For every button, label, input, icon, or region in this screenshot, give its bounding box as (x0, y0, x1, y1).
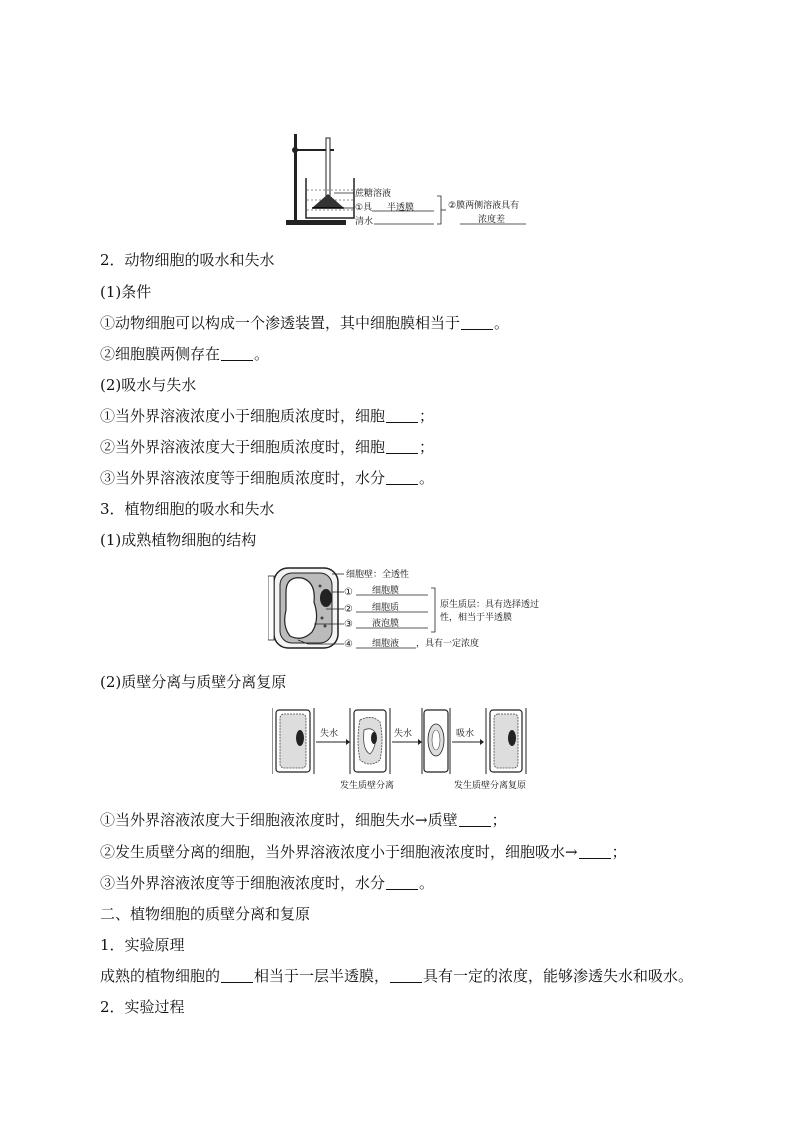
cell-normal (272, 708, 314, 774)
fill-blank[interactable] (386, 408, 418, 423)
caption-deplasmolysis: 发生质壁分离复原 (454, 781, 527, 791)
plasmolysis-sequence-figure (272, 706, 532, 792)
label-concentration-difference-1: ②膜两侧溶液具有 (448, 201, 520, 211)
cell-plasmolysis-early (350, 708, 390, 774)
cell-plasmolysis-full (422, 708, 450, 774)
arrow-label-lose-water-2: 失水 (394, 729, 413, 739)
cell-recovered (486, 708, 526, 774)
heading-plasmolysis-experiment: 二、植物细胞的质壁分离和复原 (100, 905, 311, 923)
fill-blank[interactable] (390, 968, 422, 983)
heading-plant-cell: 3．植物细胞的吸水和失水 (100, 500, 275, 518)
label-sucrose-solution: 蔗糖溶液 (355, 189, 392, 199)
subheading-procedure: 2．实验过程 (100, 998, 185, 1016)
text-line: ③当外界溶液浓度等于细胞质浓度时，水分 。 (100, 469, 435, 487)
label-protoplast-layer-1: 原生质层：具有选择透过 (440, 600, 540, 610)
label-number-4: ④ (344, 639, 353, 650)
text-line: ③当外界溶液浓度等于细胞液浓度时，水分 。 (100, 874, 435, 892)
subheading-principle: 1．实验原理 (100, 936, 185, 954)
plant-cell-structure-figure (268, 562, 568, 654)
label-cell-wall: 细胞壁：全透性 (346, 570, 410, 580)
fill-blank[interactable] (221, 968, 253, 983)
osmosis-apparatus-figure (282, 130, 532, 230)
text-line: ②细胞膜两侧存在 。 (100, 345, 270, 363)
fill-blank[interactable] (386, 439, 418, 454)
heading-animal-cell: 2．动物细胞的吸水和失水 (100, 251, 275, 269)
arrow-label-absorb-water: 吸水 (456, 729, 475, 739)
label-semipermeable: 半透膜 (387, 203, 415, 213)
label-cell-membrane: 细胞膜 (372, 586, 400, 596)
label-have: ①具 (355, 203, 373, 213)
subheading-conditions: (1)条件 (100, 283, 152, 301)
text-line: 成熟的植物细胞的 相当于一层半透膜， 具有一定的浓度，能够渗透失水和吸水。 (100, 967, 694, 985)
label-cell-sap: 细胞液 (372, 639, 400, 649)
arrow-label-lose-water-1: 失水 (320, 729, 339, 739)
text-line: ①当外界溶液浓度小于细胞质浓度时，细胞 ； (100, 407, 435, 425)
label-number-1: ① (344, 587, 353, 598)
text-line: ①当外界溶液浓度大于细胞液浓度时，细胞失水→质壁 ； (100, 811, 507, 829)
text-line: ①动物细胞可以构成一个渗透装置，其中细胞膜相当于 。 (100, 314, 510, 332)
label-vacuole-membrane: 液泡膜 (372, 619, 400, 629)
fill-blank[interactable] (386, 470, 418, 485)
fill-blank[interactable] (221, 346, 253, 361)
caption-plasmolysis: 发生质壁分离 (340, 781, 395, 791)
label-concentration-difference-2: 浓度差 (478, 215, 506, 225)
label-clear-water: 清水 (355, 217, 374, 227)
label-cell-sap-note: ，具有一定浓度 (416, 639, 480, 649)
fill-blank[interactable] (386, 875, 418, 890)
label-protoplast-layer-2: 性，相当于半透膜 (440, 613, 513, 623)
fill-blank[interactable] (461, 315, 493, 330)
label-number-3: ③ (344, 619, 353, 630)
subheading-plasmolysis: (2)质壁分离与质壁分离复原 (100, 673, 287, 691)
fill-blank[interactable] (579, 844, 611, 859)
label-number-2: ② (344, 604, 353, 615)
subheading-absorb-lose: (2)吸水与失水 (100, 376, 197, 394)
text-line: ②发生质壁分离的细胞，当外界溶液浓度小于细胞液浓度时，细胞吸水→ ； (100, 843, 627, 861)
text-line: ②当外界溶液浓度大于细胞质浓度时，细胞 ； (100, 438, 435, 456)
label-cytoplasm: 细胞质 (372, 603, 400, 613)
fill-blank[interactable] (459, 812, 491, 827)
subheading-mature-plant-cell: (1)成熟植物细胞的结构 (100, 531, 257, 549)
